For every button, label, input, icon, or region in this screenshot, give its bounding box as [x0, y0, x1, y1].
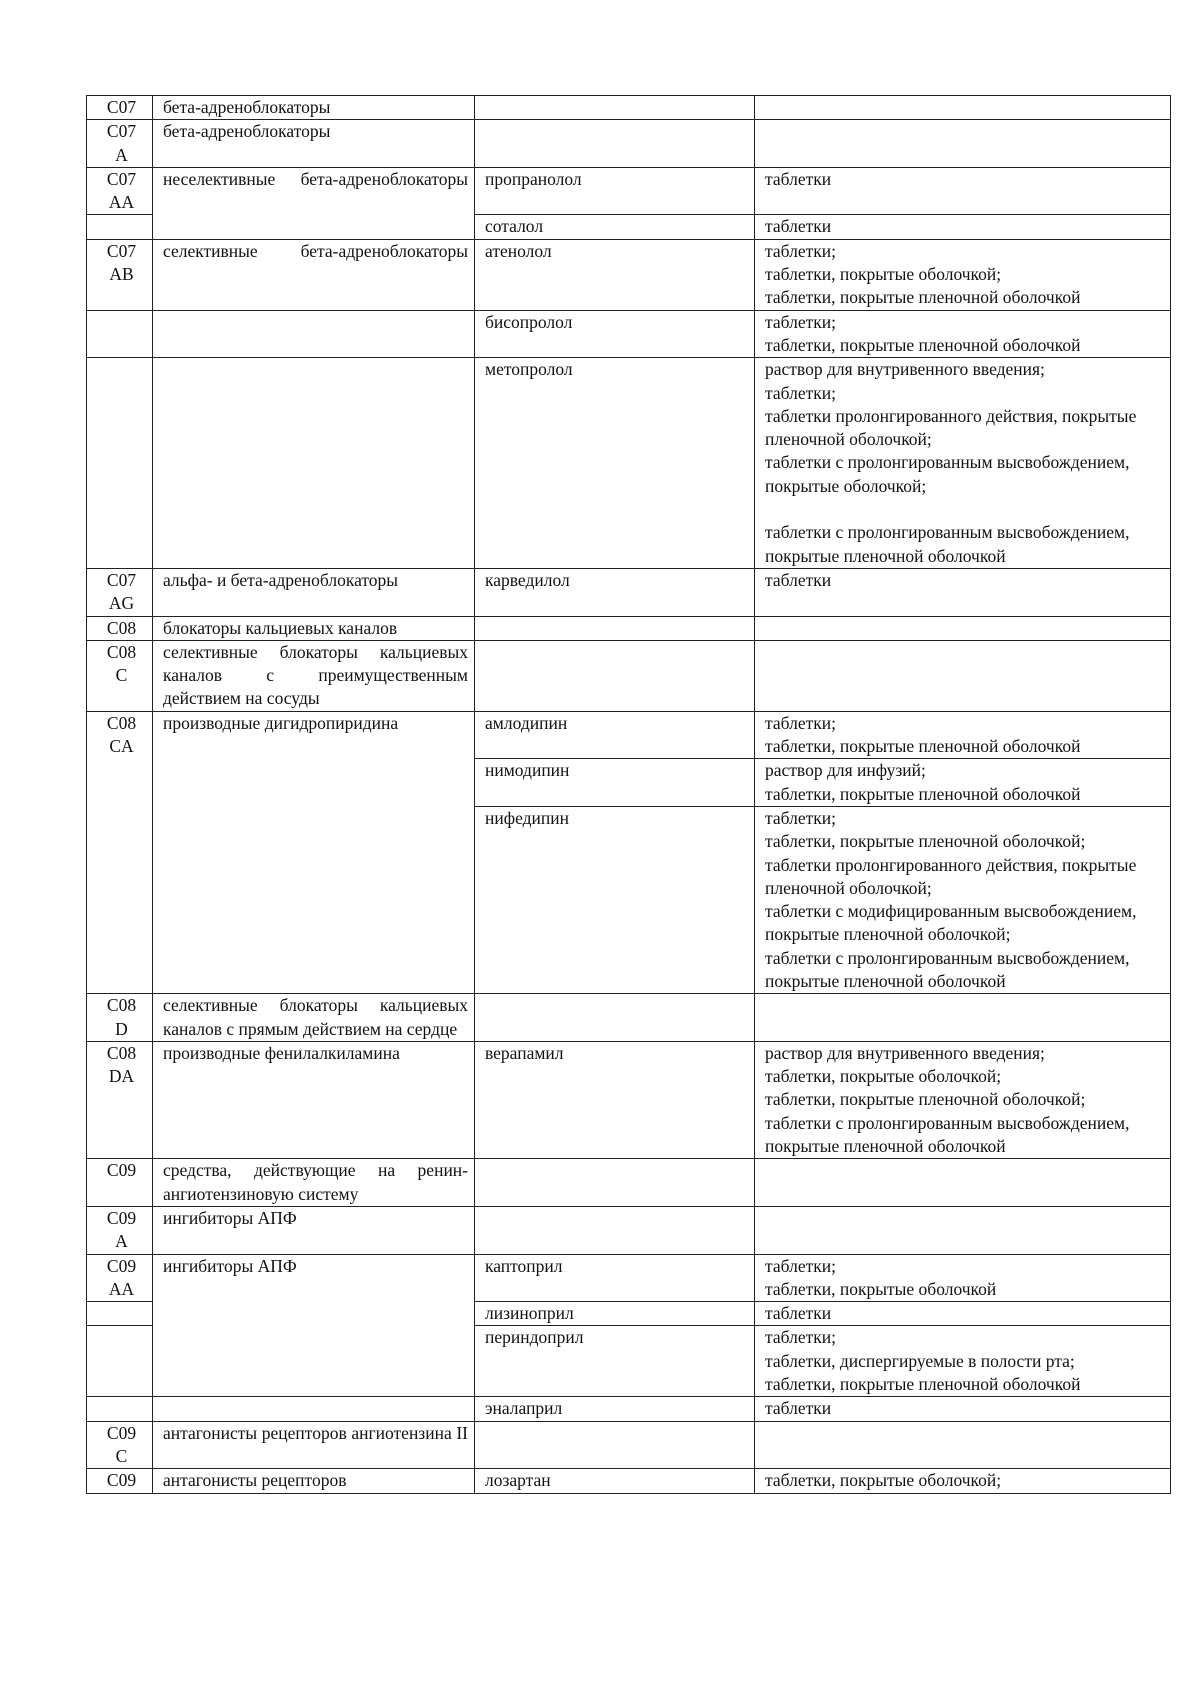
atc-group-name: антагонисты рецепторов — [153, 1469, 475, 1493]
atc-code — [87, 310, 153, 358]
atc-group-name: средства, действующие на ренин-ангиотензиновую систему — [153, 1159, 475, 1207]
table-row — [87, 1469, 1171, 1493]
drug-name: амлодипин — [475, 711, 755, 759]
atc-code: C08 DA — [87, 1041, 153, 1158]
atc-group-name: селективные бета-адреноблокаторы — [153, 239, 475, 310]
atc-code — [87, 215, 153, 239]
drug-name: лозартан — [475, 1469, 755, 1493]
drug-name: атенолол — [475, 239, 755, 310]
atc-code: C07 A — [87, 120, 153, 168]
dosage-forms — [755, 994, 1171, 1042]
dosage-forms — [755, 1206, 1171, 1254]
medicines-table — [86, 95, 1171, 1494]
drug-name — [475, 1206, 755, 1254]
drug-name: соталол — [475, 215, 755, 239]
atc-group-name — [153, 310, 475, 358]
dosage-forms: таблетки; таблетки, покрытые пленочной оболочкой — [755, 310, 1171, 358]
table-row — [87, 1206, 1171, 1254]
dosage-forms: таблетки; таблетки, диспергируемые в полости рта; таблетки, покрытые пленочной оболочкой — [755, 1326, 1171, 1397]
dosage-forms: таблетки; таблетки, покрытые оболочкой; таблетки, покрытые пленочной оболочкой — [755, 239, 1171, 310]
dosage-forms — [755, 1421, 1171, 1469]
dosage-forms: таблетки — [755, 568, 1171, 616]
drug-name: периндоприл — [475, 1326, 755, 1397]
dosage-forms: таблетки — [755, 215, 1171, 239]
drug-name: верапамил — [475, 1041, 755, 1158]
table-row — [87, 167, 1171, 215]
dosage-forms: таблетки — [755, 167, 1171, 215]
dosage-forms: раствор для внутривенного введения; таблетки; таблетки пролонгированного действия, покрытые пленочной оболочкой; таблетки с пролонгированным высвобождением, покрытые оболочкой; таблетки с пролонгированным высвобождением, покрытые пленочной оболочкой — [755, 358, 1171, 569]
drug-name: каптоприл — [475, 1254, 755, 1302]
dosage-forms — [755, 616, 1171, 640]
dosage-forms: таблетки; таблетки, покрытые оболочкой — [755, 1254, 1171, 1302]
drug-name: эналаприл — [475, 1397, 755, 1421]
atc-code — [87, 1397, 153, 1421]
atc-code — [87, 1326, 153, 1397]
atc-code: C07 AA — [87, 167, 153, 215]
atc-group-name: антагонисты рецепторов ангиотензина II — [153, 1421, 475, 1469]
table-row — [87, 1041, 1171, 1158]
atc-code: C09 C — [87, 1421, 153, 1469]
table-row — [87, 239, 1171, 310]
atc-code: C09 A — [87, 1206, 153, 1254]
atc-group-name: альфа- и бета-адреноблокаторы — [153, 568, 475, 616]
drug-name — [475, 994, 755, 1042]
dosage-forms: раствор для инфузий; таблетки, покрытые пленочной оболочкой — [755, 759, 1171, 807]
dosage-forms: таблетки — [755, 1302, 1171, 1326]
atc-group-name: ингибиторы АПФ — [153, 1206, 475, 1254]
table-row — [87, 1421, 1171, 1469]
drug-name: метопролол — [475, 358, 755, 569]
drug-name — [475, 616, 755, 640]
atc-code: C09 — [87, 1159, 153, 1207]
atc-code — [87, 1302, 153, 1326]
dosage-forms: раствор для внутривенного введения; таблетки, покрытые оболочкой; таблетки, покрытые пленочной оболочкой; таблетки с пролонгированным высвобождением, покрытые пленочной оболочкой — [755, 1041, 1171, 1158]
atc-group-name: неселективные бета-адреноблокаторы — [153, 167, 475, 239]
drug-name: нимодипин — [475, 759, 755, 807]
table-row — [87, 120, 1171, 168]
dosage-forms: таблетки; таблетки, покрытые пленочной оболочкой — [755, 711, 1171, 759]
table-row — [87, 310, 1171, 358]
drug-name: пропранолол — [475, 167, 755, 215]
atc-code: C07 AG — [87, 568, 153, 616]
dosage-forms — [755, 96, 1171, 120]
drug-name: карведилол — [475, 568, 755, 616]
table-row — [87, 616, 1171, 640]
drug-name: нифедипин — [475, 806, 755, 993]
atc-code: C08 — [87, 616, 153, 640]
atc-group-name — [153, 358, 475, 569]
drug-name — [475, 1421, 755, 1469]
drug-name — [475, 640, 755, 711]
dosage-forms — [755, 640, 1171, 711]
table-row — [87, 1397, 1171, 1421]
table-row — [87, 1159, 1171, 1207]
atc-group-name: селективные блокаторы кальциевых каналов с прямым действием на сердце — [153, 994, 475, 1042]
atc-code: C08 CA — [87, 711, 153, 994]
drug-name — [475, 1159, 755, 1207]
atc-group-name: селективные блокаторы кальциевых каналов с преимущественным действием на сосуды — [153, 640, 475, 711]
atc-group-name: производные дигидропиридина — [153, 711, 475, 994]
atc-code: C08 D — [87, 994, 153, 1042]
dosage-forms: таблетки; таблетки, покрытые пленочной оболочкой; таблетки пролонгированного действия, покрытые пленочной оболочкой; таблетки с модифицированным высвобождением, покрытые пленочной оболочкой; таблетки с пролонгированным высвобождением, покрытые пленочной оболочкой — [755, 806, 1171, 993]
table-row — [87, 1254, 1171, 1302]
atc-group-name: ингибиторы АПФ — [153, 1254, 475, 1397]
atc-code: C08 C — [87, 640, 153, 711]
table-row — [87, 358, 1171, 569]
atc-code: C07 — [87, 96, 153, 120]
atc-code — [87, 358, 153, 569]
drug-name: бисопролол — [475, 310, 755, 358]
dosage-forms: таблетки — [755, 1397, 1171, 1421]
atc-group-name — [153, 1397, 475, 1421]
atc-code: C09 — [87, 1469, 153, 1493]
drug-name — [475, 96, 755, 120]
drug-name — [475, 120, 755, 168]
atc-group-name: бета-адреноблокаторы — [153, 96, 475, 120]
atc-code: C07 AB — [87, 239, 153, 310]
dosage-forms — [755, 1159, 1171, 1207]
drug-name: лизиноприл — [475, 1302, 755, 1326]
atc-group-name: производные фенилалкиламина — [153, 1041, 475, 1158]
table-row — [87, 96, 1171, 120]
atc-group-name: блокаторы кальциевых каналов — [153, 616, 475, 640]
dosage-forms: таблетки, покрытые оболочкой; — [755, 1469, 1171, 1493]
dosage-forms — [755, 120, 1171, 168]
table-row — [87, 994, 1171, 1042]
atc-group-name: бета-адреноблокаторы — [153, 120, 475, 168]
table-row — [87, 640, 1171, 711]
table-row — [87, 568, 1171, 616]
table-row — [87, 711, 1171, 759]
atc-code: C09 AA — [87, 1254, 153, 1302]
